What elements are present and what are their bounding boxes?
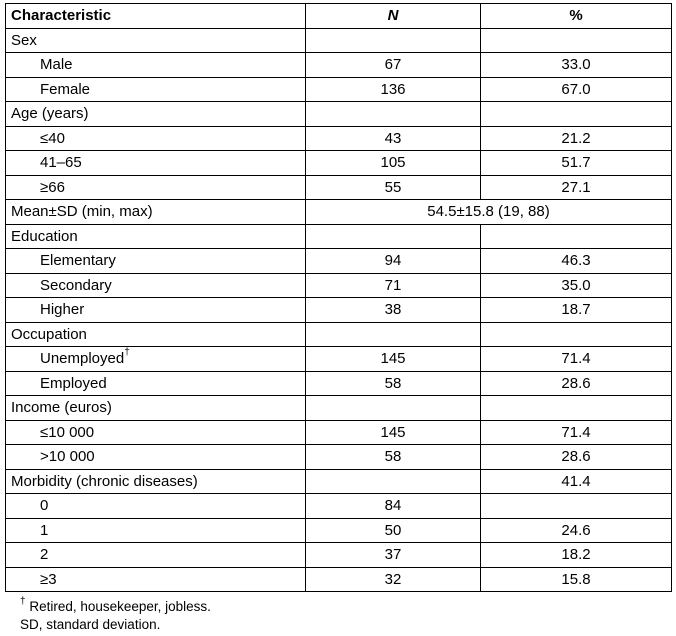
table-row [6, 28, 672, 53]
table-row [6, 175, 672, 200]
row-label-text: Employed [40, 374, 107, 392]
table-row [6, 322, 672, 347]
row-label-text: ≤10 000 [40, 423, 95, 441]
row-label [6, 469, 306, 494]
row-label-text: ≥3 [40, 570, 57, 588]
row-label-text: Education [11, 227, 78, 245]
row-sublabel [6, 420, 306, 445]
row-n-value: 32 [306, 567, 481, 592]
row-percent-value: 28.6 [481, 371, 672, 396]
header-percent: % [481, 4, 672, 29]
row-label [6, 102, 306, 127]
row-percent-value: 24.6 [481, 518, 672, 543]
row-label-text: 0 [40, 497, 49, 515]
row-sublabel [6, 175, 306, 200]
row-percent-value: 41.4 [481, 469, 672, 494]
row-label [6, 200, 306, 225]
row-sublabel [6, 567, 306, 592]
row-percent-value [481, 102, 672, 127]
table-row [6, 445, 672, 470]
table-row [6, 273, 672, 298]
row-sublabel [6, 518, 306, 543]
row-percent-value [481, 224, 672, 249]
row-n-value: 43 [306, 126, 481, 151]
row-n-value: 71 [306, 273, 481, 298]
row-sublabel [6, 543, 306, 568]
table-header-row [6, 4, 672, 29]
row-label-text: Higher [40, 301, 85, 319]
row-n-value [306, 469, 481, 494]
table-row [6, 77, 672, 102]
row-label-text: Female [40, 80, 91, 98]
row-percent-value: 21.2 [481, 126, 672, 151]
table-row [6, 249, 672, 274]
row-label-text: 41–65 [40, 154, 82, 172]
row-merged-value: 54.5±15.8 (19, 88) [306, 200, 672, 225]
row-n-value [306, 322, 481, 347]
row-sublabel [6, 445, 306, 470]
row-percent-value: 33.0 [481, 53, 672, 78]
row-percent-value [481, 494, 672, 519]
row-sublabel [6, 273, 306, 298]
footnote-dagger [20, 595, 211, 616]
row-label-text: Mean±SD (min, max) [11, 203, 153, 221]
row-sublabel [6, 151, 306, 176]
table-row [6, 420, 672, 445]
row-label-text: ≥66 [40, 178, 65, 196]
footnotes [20, 595, 211, 634]
row-n-value: 50 [306, 518, 481, 543]
table-row [6, 567, 672, 592]
row-n-value: 145 [306, 420, 481, 445]
row-percent-value: 18.7 [481, 298, 672, 323]
row-percent-value: 15.8 [481, 567, 672, 592]
header-characteristic: Characteristic [6, 4, 306, 29]
row-n-value: 55 [306, 175, 481, 200]
dagger-mark: † [20, 595, 26, 607]
row-sublabel [6, 371, 306, 396]
row-percent-value: 71.4 [481, 420, 672, 445]
row-sublabel [6, 53, 306, 78]
row-percent-value: 28.6 [481, 445, 672, 470]
table-row [6, 347, 672, 372]
table-row [6, 371, 672, 396]
row-n-value [306, 224, 481, 249]
row-sublabel [6, 249, 306, 274]
row-n-value: 38 [306, 298, 481, 323]
row-label-text: Morbidity (chronic diseases) [11, 472, 198, 490]
row-n-value [306, 28, 481, 53]
row-percent-value [481, 28, 672, 53]
row-n-value: 136 [306, 77, 481, 102]
table-row [6, 396, 672, 421]
row-label-text: Sex [11, 31, 37, 49]
row-label-text: ≤40 [40, 129, 65, 147]
characteristics-table [5, 3, 672, 592]
row-label-text: Occupation [11, 325, 87, 343]
row-label [6, 28, 306, 53]
footnote-sd: SD, standard deviation. [20, 617, 161, 632]
row-label-text: 1 [40, 521, 49, 539]
row-percent-value: 27.1 [481, 175, 672, 200]
row-n-value: 67 [306, 53, 481, 78]
row-n-value: 37 [306, 543, 481, 568]
row-percent-value: 46.3 [481, 249, 672, 274]
row-label-text: 2 [40, 546, 49, 564]
row-n-value: 58 [306, 445, 481, 470]
row-sublabel [6, 126, 306, 151]
table-row [6, 53, 672, 78]
table-row [6, 494, 672, 519]
row-label-text: >10 000 [40, 448, 95, 466]
row-sublabel [6, 347, 306, 372]
table-row [6, 298, 672, 323]
table-row [6, 126, 672, 151]
row-sublabel [6, 298, 306, 323]
row-label-text: Age (years) [11, 105, 89, 123]
row-label-text: Male [40, 56, 73, 74]
row-sublabel [6, 494, 306, 519]
table-row [6, 518, 672, 543]
row-n-value: 84 [306, 494, 481, 519]
row-label-text: Elementary [40, 252, 116, 270]
table-row [6, 224, 672, 249]
table-row [6, 200, 672, 225]
row-label-text: Unemployed [40, 350, 125, 368]
row-n-value: 58 [306, 371, 481, 396]
row-n-value [306, 102, 481, 127]
row-percent-value [481, 396, 672, 421]
table-row [6, 543, 672, 568]
dagger-mark: † [124, 347, 130, 359]
row-label-text: Secondary [40, 276, 112, 294]
row-n-value: 105 [306, 151, 481, 176]
header-n: N [306, 4, 481, 29]
row-percent-value: 51.7 [481, 151, 672, 176]
row-sublabel [6, 77, 306, 102]
row-percent-value: 67.0 [481, 77, 672, 102]
row-percent-value [481, 322, 672, 347]
table-body [6, 28, 672, 592]
row-percent-value: 71.4 [481, 347, 672, 372]
table-row [6, 102, 672, 127]
row-n-value: 145 [306, 347, 481, 372]
table-row [6, 469, 672, 494]
row-n-value [306, 396, 481, 421]
row-percent-value: 18.2 [481, 543, 672, 568]
row-label [6, 224, 306, 249]
row-label [6, 396, 306, 421]
row-n-value: 94 [306, 249, 481, 274]
table-row [6, 151, 672, 176]
row-percent-value: 35.0 [481, 273, 672, 298]
footnote-dagger-text: Retired, housekeeper, jobless. [25, 599, 211, 614]
row-label [6, 322, 306, 347]
row-label-text: Income (euros) [11, 399, 112, 417]
